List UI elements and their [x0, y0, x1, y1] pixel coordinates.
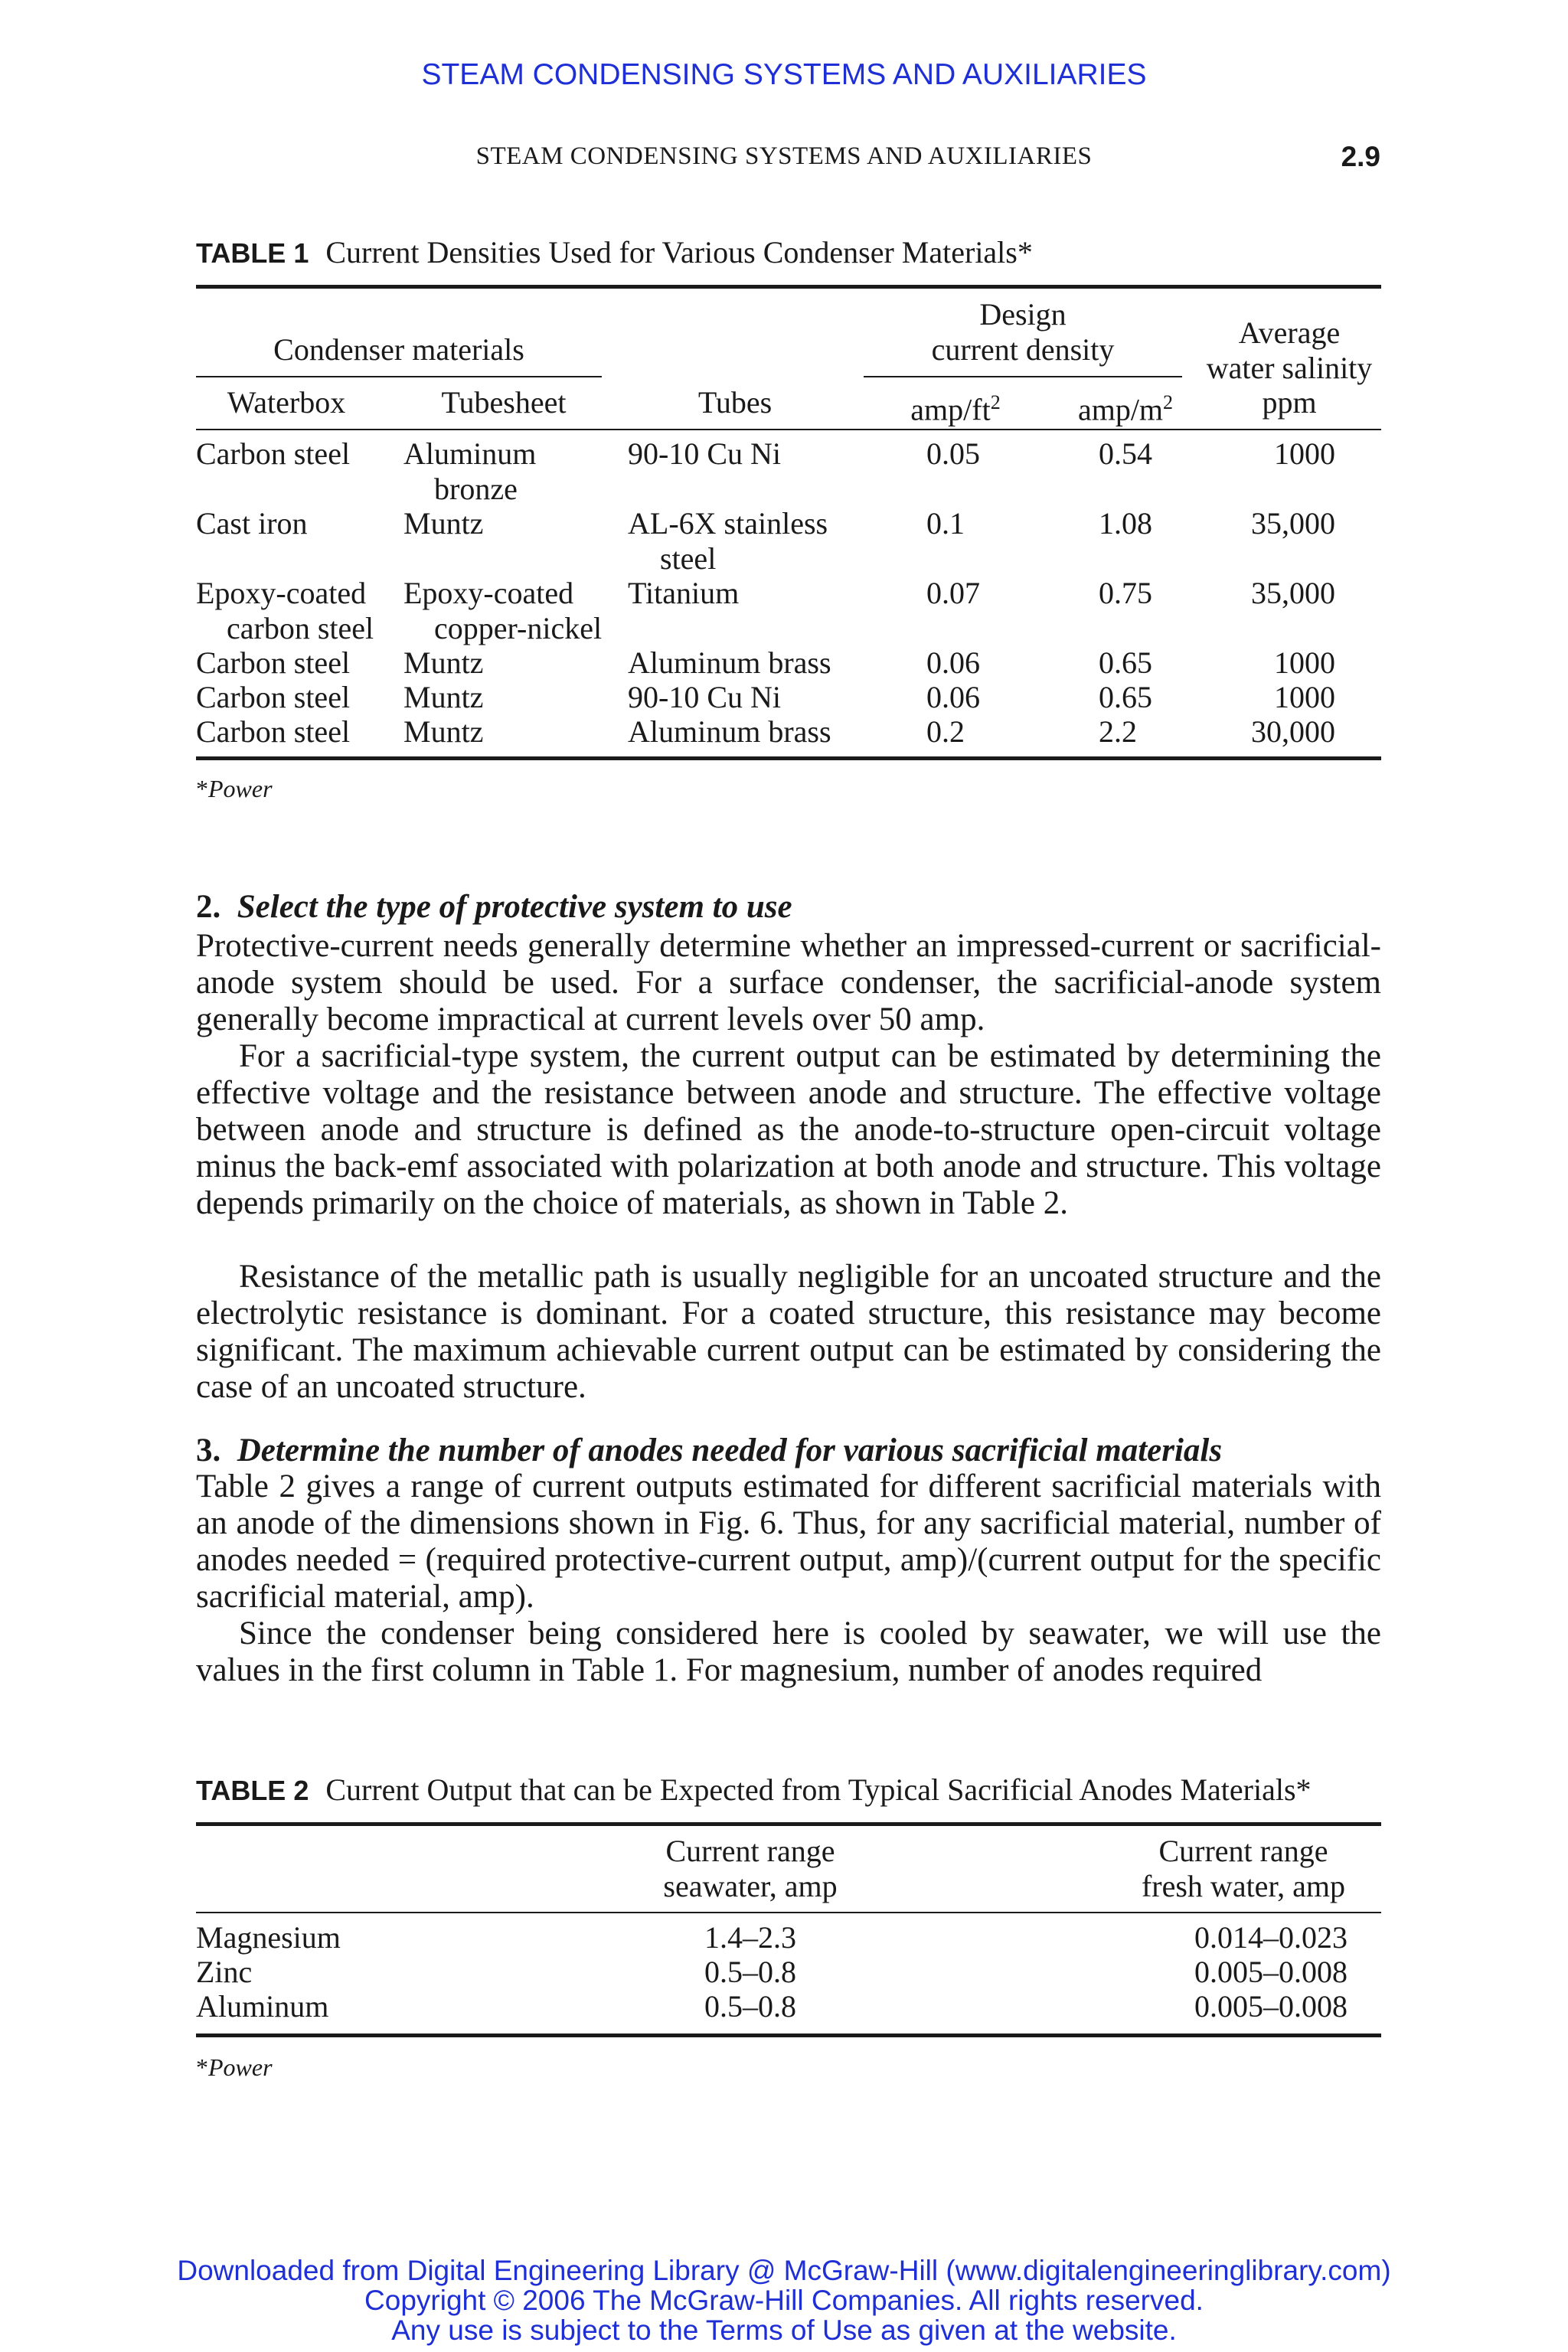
- table1-col-amp-ft2: amp/$ft^2$: [910, 391, 1001, 427]
- section3-paragraph-1: Table 2 gives a range of current outputs estimated for different sacrificial materials with an anode of the dimensions shown in Fig. 6. Thus, for any sacrificial material, number of anodes needed = (required protective-current output, amp)/(current output for the specific sacrificial material, amp).: [196, 1468, 1381, 1615]
- cell-seawater: 0.5–0.8: [704, 1955, 796, 1989]
- cell-tubesheet: Muntz: [403, 645, 484, 680]
- cell-amp-m2: 0.54: [1099, 436, 1152, 471]
- table1-label: TABLE 1: [196, 237, 309, 269]
- cell-ppm: 35,000: [1251, 576, 1335, 610]
- cell-tubesheet: Aluminum: [403, 436, 537, 471]
- cell-tubesheet-cont: bronze: [434, 472, 518, 506]
- cell-waterbox: Carbon steel: [196, 436, 351, 471]
- cell-amp-ft2: 0.1: [926, 506, 965, 541]
- table1-col-tubesheet: Tubesheet: [441, 385, 567, 420]
- table2-bottom-rule: [196, 2034, 1381, 2037]
- cell-waterbox: Carbon steel: [196, 645, 351, 680]
- table1-header-salinity-2: water salinity: [1206, 351, 1373, 385]
- cell-amp-ft2: 0.07: [926, 576, 980, 610]
- cell-ppm: 1000: [1274, 645, 1335, 680]
- cell-tubesheet: Muntz: [403, 680, 484, 714]
- table1-header-salinity-1: Average: [1238, 315, 1341, 350]
- cell-freshwater: 0.005–0.008: [1194, 1989, 1348, 2024]
- cell-freshwater: 0.014–0.023: [1194, 1920, 1348, 1955]
- cell-tubesheet-cont: copper-nickel: [434, 611, 603, 645]
- cell-amp-ft2: 0.06: [926, 645, 980, 680]
- section2-paragraph-1: Protective-current needs generally determine whether an impressed-current or sacrificial-anode system should be used. For a surface condenser, the sacrificial-anode system generally become impractical at current levels over 50 amp.: [196, 928, 1381, 1037]
- table1-col-waterbox: Waterbox: [227, 385, 346, 420]
- table1-top-rule: [196, 285, 1381, 289]
- table1-footnote: *Power: [196, 775, 273, 802]
- cell-tubes: Titanium: [628, 576, 740, 610]
- cell-tubesheet: Muntz: [403, 714, 484, 749]
- table2-caption: [196, 1772, 1312, 1808]
- header-link-title[interactable]: STEAM CONDENSING SYSTEMS AND AUXILIARIES: [421, 58, 1147, 91]
- cell-tubes: 90-10 Cu Ni: [628, 680, 781, 714]
- cell-material: Zinc: [196, 1955, 253, 1989]
- cell-ppm: 30,000: [1251, 714, 1335, 749]
- cell-amp-m2: 1.08: [1099, 506, 1152, 541]
- cell-waterbox-cont: carbon steel: [227, 611, 374, 645]
- table1-header-design-2: current density: [931, 332, 1115, 367]
- cell-waterbox: Carbon steel: [196, 680, 351, 714]
- cell-tubes: AL-6X stainless: [628, 506, 828, 541]
- cell-waterbox: Cast iron: [196, 506, 308, 541]
- footer-copyright: Copyright © 2006 The McGraw-Hill Companies. All rights reserved.: [364, 2285, 1204, 2316]
- cell-amp-m2: 0.65: [1099, 645, 1152, 680]
- cell-freshwater: 0.005–0.008: [1194, 1955, 1348, 1989]
- table1-header-rule: [196, 429, 1381, 430]
- footer: [0, 2256, 1568, 2345]
- cell-ppm: 1000: [1274, 680, 1335, 714]
- table1-col-amp-m2: amp/$m^2$: [1077, 391, 1174, 427]
- table1-col-tubes: Tubes: [697, 385, 773, 420]
- cell-material: Magnesium: [196, 1920, 341, 1955]
- table1-header-design-1: Design: [979, 297, 1067, 332]
- cell-waterbox: Carbon steel: [196, 714, 351, 749]
- table2-caption-text: Current Output that can be Expected from Typical Sacrificial Anodes Materials*: [325, 1772, 1312, 1807]
- table2-footnote: *Power: [196, 2053, 273, 2081]
- table1-materials-rule: [196, 376, 602, 377]
- section2-paragraph-2: For a sacrificial-type system, the current output can be estimated by determining the effective voltage and the resistance between anode and structure. The effective voltage between anode and structure is defined as the anode-to-structure open-circuit voltage minus the back-emf associated with polarization at both anode and structure. This voltage depends primarily on the choice of materials, as shown in Table 2.: [196, 1038, 1381, 1221]
- running-title: STEAM CONDENSING SYSTEMS AND AUXILIARIES: [475, 142, 1093, 170]
- cell-amp-ft2: 0.2: [926, 714, 965, 749]
- footer-download-link[interactable]: Downloaded from Digital Engineering Library @ McGraw-Hill (www.digitalengineeringlibrary.com): [177, 2255, 1391, 2286]
- cell-tubesheet: Muntz: [403, 506, 484, 541]
- section2-heading: 2. Select the type of protective system to use: [196, 889, 792, 925]
- table2-label: TABLE 2: [196, 1775, 309, 1806]
- table2-col-seawater-2: seawater, amp: [663, 1869, 838, 1903]
- cell-amp-m2: 2.2: [1099, 714, 1137, 749]
- cell-tubesheet: Epoxy-coated: [403, 576, 574, 610]
- table2-top-rule: [196, 1822, 1381, 1826]
- cell-tubes: 90-10 Cu Ni: [628, 436, 781, 471]
- cell-tubes: Aluminum brass: [628, 714, 831, 749]
- cell-amp-ft2: 0.06: [926, 680, 980, 714]
- table2-col-freshwater-1: Current range: [1158, 1834, 1328, 1868]
- cell-amp-m2: 0.65: [1099, 680, 1152, 714]
- page-number: 2.9: [1341, 141, 1380, 172]
- table1-header-condenser-materials: Condenser materials: [273, 332, 524, 367]
- table1-bottom-rule: [196, 756, 1381, 760]
- cell-material: Aluminum: [196, 1989, 329, 2024]
- cell-waterbox: Epoxy-coated: [196, 576, 367, 610]
- table2-col-seawater-1: Current range: [665, 1834, 835, 1868]
- cell-ppm: 1000: [1274, 436, 1335, 471]
- table2-header-rule: [196, 1912, 1381, 1913]
- cell-seawater: 0.5–0.8: [704, 1989, 796, 2024]
- section3-paragraph-2: Since the condenser being considered here is cooled by seawater, we will use the values in the first column in Table 1. For magnesium, number of anodes required: [196, 1615, 1381, 1688]
- footer-terms[interactable]: Any use is subject to the Terms of Use as given at the website.: [391, 2314, 1177, 2346]
- table1-caption-text: Current Densities Used for Various Condenser Materials*: [325, 235, 1033, 270]
- cell-tubes-cont: steel: [660, 541, 717, 576]
- section3-heading: 3. Determine the number of anodes needed for various sacrificial materials: [196, 1432, 1223, 1468]
- cell-ppm: 35,000: [1251, 506, 1335, 541]
- cell-tubes: Aluminum brass: [628, 645, 831, 680]
- cell-amp-ft2: 0.05: [926, 436, 980, 471]
- table2-col-freshwater-2: fresh water, amp: [1141, 1869, 1346, 1903]
- section2-paragraph-3: Resistance of the metallic path is usually negligible for an uncoated structure and the electrolytic resistance is dominant. For a coated structure, this resistance may become significant. The maximum achievable current output can be estimated by considering the case of an uncoated structure.: [196, 1259, 1381, 1405]
- table1-design-rule: [864, 376, 1182, 377]
- table1-caption: [196, 234, 1033, 270]
- table1-col-ppm: ppm: [1262, 385, 1317, 420]
- cell-amp-m2: 0.75: [1099, 576, 1152, 610]
- cell-seawater: 1.4–2.3: [704, 1920, 796, 1955]
